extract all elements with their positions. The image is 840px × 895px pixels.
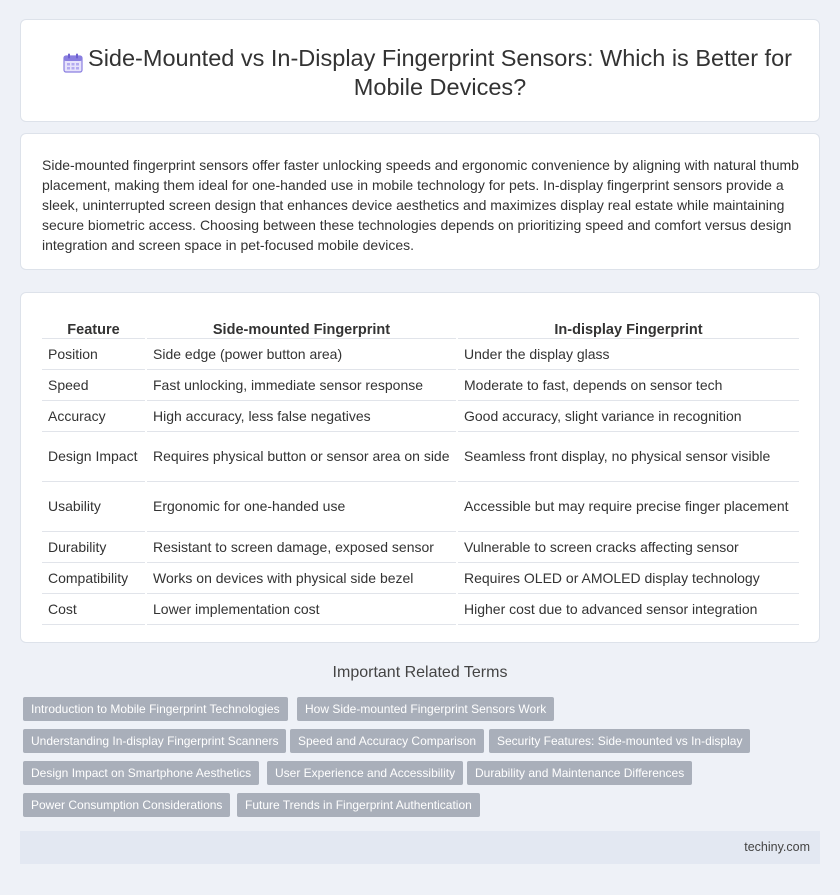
related-term-tag[interactable]: Speed and Accuracy Comparison (290, 729, 484, 753)
related-term-tag[interactable]: Future Trends in Fingerprint Authentication (237, 793, 480, 817)
feature-cell: Speed (42, 369, 146, 400)
in-display-cell: Seamless front display, no physical sensor visible (457, 431, 799, 481)
table-row (42, 369, 799, 400)
side-mounted-cell: Works on devices with physical side bezel (146, 562, 457, 593)
related-term-tag[interactable]: Durability and Maintenance Differences (467, 761, 692, 785)
side-mounted-cell: Requires physical button or sensor area on side (146, 431, 457, 481)
table-row (42, 593, 799, 624)
side-mounted-cell: Resistant to screen damage, exposed sensor (146, 531, 457, 562)
feature-cell: Compatibility (42, 562, 146, 593)
related-term-tag[interactable]: User Experience and Accessibility (267, 761, 463, 785)
column-header-in-display: In-display Fingerprint (457, 314, 799, 338)
related-terms-heading: Important Related Terms (332, 664, 508, 681)
page-title: Side-Mounted vs In-Display Fingerprint Sensors: Which is Better for Mobile Devices? (88, 45, 792, 100)
table-row (42, 562, 799, 593)
comparison-table (42, 314, 799, 625)
table-row (42, 338, 799, 369)
in-display-cell: Under the display glass (457, 338, 799, 369)
related-term-tag[interactable]: How Side-mounted Fingerprint Sensors Work (297, 697, 554, 721)
side-mounted-cell: Fast unlocking, immediate sensor response (146, 369, 457, 400)
calendar-icon (62, 52, 84, 74)
table-header-row (42, 314, 799, 338)
feature-cell: Cost (42, 593, 146, 624)
feature-cell: Durability (42, 531, 146, 562)
feature-cell: Design Impact (42, 431, 146, 481)
footer-bar (20, 831, 820, 864)
side-mounted-cell: High accuracy, less false negatives (146, 400, 457, 431)
side-mounted-cell: Lower implementation cost (146, 593, 457, 624)
table-row (42, 531, 799, 562)
column-header-side-mounted: Side-mounted Fingerprint (146, 314, 457, 338)
site-name: techiny.com (744, 840, 810, 854)
table-row (42, 431, 799, 481)
in-display-cell: Good accuracy, slight variance in recognition (457, 400, 799, 431)
related-term-tag[interactable]: Introduction to Mobile Fingerprint Technologies (23, 697, 288, 721)
feature-cell: Usability (42, 481, 146, 531)
comparison-card (20, 292, 820, 643)
table-row (42, 481, 799, 531)
related-term-tag[interactable]: Design Impact on Smartphone Aesthetics (23, 761, 259, 785)
in-display-cell: Vulnerable to screen cracks affecting sensor (457, 531, 799, 562)
table-row (42, 400, 799, 431)
in-display-cell: Accessible but may require precise finger placement (457, 481, 799, 531)
in-display-cell: Higher cost due to advanced sensor integration (457, 593, 799, 624)
intro-paragraph: Side-mounted fingerprint sensors offer faster unlocking speeds and ergonomic convenience by aligning with natural thumb placement, making them ideal for one-handed use in mobile technology for pets. In-display fingerprint sensors provide a sleek, uninterrupted screen design that enhances device aesthetics and maximizes display real estate while maintaining secure biometric access. Choosing between these technologies depends on prioritizing speed and comfort versus design integration and screen space in pet-focused mobile devices. (42, 157, 799, 253)
side-mounted-cell: Side edge (power button area) (146, 338, 457, 369)
related-term-tag[interactable]: Power Consumption Considerations (23, 793, 230, 817)
title-wrap (21, 44, 819, 102)
column-header-feature: Feature (42, 314, 146, 338)
feature-cell: Accuracy (42, 400, 146, 431)
in-display-cell: Requires OLED or AMOLED display technology (457, 562, 799, 593)
title-card (20, 19, 820, 122)
in-display-cell: Moderate to fast, depends on sensor tech (457, 369, 799, 400)
intro-card (20, 133, 820, 270)
related-term-tag[interactable]: Understanding In-display Fingerprint Scanners (23, 729, 286, 753)
related-term-tag[interactable]: Security Features: Side-mounted vs In-display (489, 729, 750, 753)
side-mounted-cell: Ergonomic for one-handed use (146, 481, 457, 531)
feature-cell: Position (42, 338, 146, 369)
